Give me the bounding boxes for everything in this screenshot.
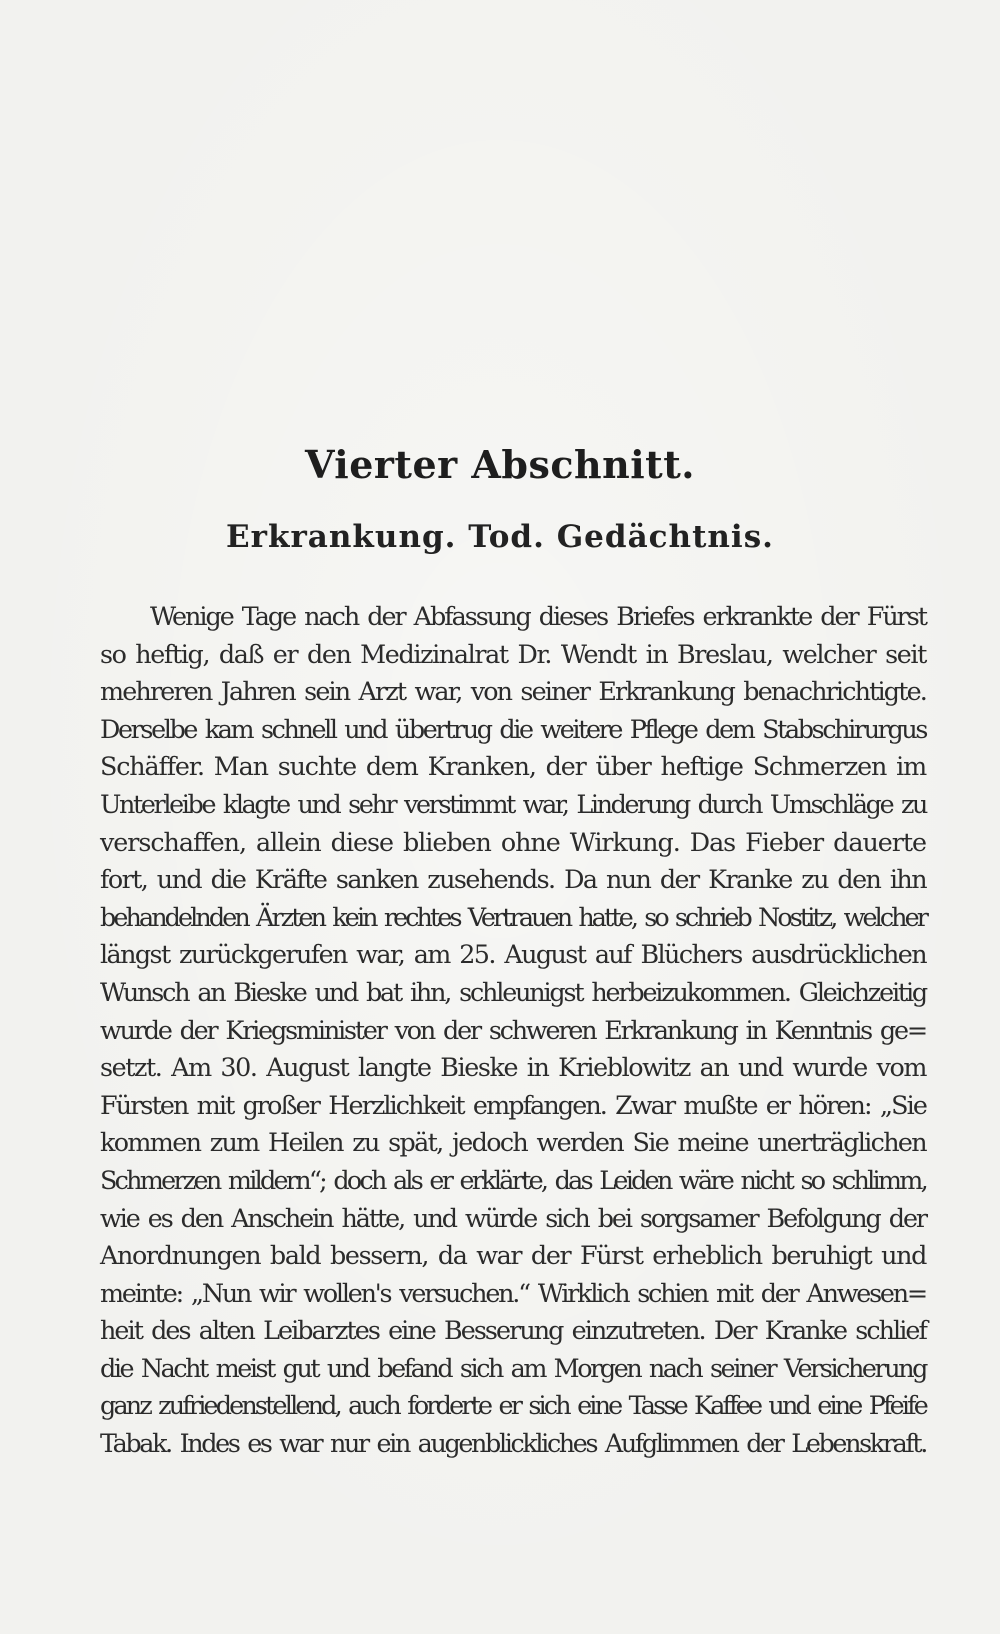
text-line: mehreren Jahren sein Arzt war, von seiner Erkrankung benachrichtigte. (100, 676, 926, 707)
text-line: Anordnungen bald bessern, da war der Fürst erheblich beruhigt und (100, 1240, 926, 1271)
text-line: Unterleibe klagte und sehr verstimmt war, Linderung durch Umschläge zu (100, 788, 926, 819)
text-line: Tabak. Indes es war nur ein augenblickliches Aufglimmen der Lebenskraft. (100, 1428, 926, 1459)
text-line: wurde der Kriegsminister von der schweren Erkrankung in Kenntnis ge= (100, 1014, 926, 1045)
text-line: meinte: „Nun wir wollen's versuchen.“ Wirklich schien mit der Anwesen= (100, 1277, 926, 1308)
text-line: setzt. Am 30. August langte Bieske in Krieblowitz an und wurde vom (100, 1052, 926, 1083)
text-line: ganz zufriedenstellend, auch forderte er sich eine Tasse Kaffee und eine Pfeife (100, 1390, 926, 1421)
chapter-subtitle: Erkrankung. Tod. Gedächtnis. (226, 519, 774, 555)
text-line: behandelnden Ärzten kein rechtes Vertrauen hatte, so schrieb Nostitz, welcher (100, 901, 926, 932)
text-line: so heftig, daß er den Medizinalrat Dr. Wendt in Breslau, welcher seit (100, 638, 926, 669)
text-line: heit des alten Leibarztes eine Besserung einzutreten. Der Kranke schlief (100, 1315, 926, 1346)
text-line: Derselbe kam schnell und übertrug die weitere Pflege dem Stabschirurgus (100, 713, 926, 744)
text-line: fort, und die Kräfte sanken zusehends. Da nun der Kranke zu den ihn (100, 864, 926, 895)
text-line: Schäffer. Man suchte dem Kranken, der über heftige Schmerzen im (100, 751, 926, 782)
chapter-title: Vierter Abschnitt. (304, 442, 696, 487)
text-line: verschaffen, allein diese blieben ohne Wirkung. Das Fieber dauerte (100, 826, 926, 857)
text-line: die Nacht meist gut und befand sich am Morgen nach seiner Versicherung (100, 1352, 926, 1383)
text-line: Schmerzen mildern“; doch als er erklärte, das Leiden wäre nicht so schlimm, (100, 1164, 926, 1195)
text-line: kommen zum Heilen zu spät, jedoch werden Sie meine unerträglichen (100, 1127, 926, 1158)
text-line: wie es den Anschein hätte, und würde sich bei sorgsamer Befolgung der (100, 1202, 926, 1233)
text-line: Fürsten mit großer Herzlichkeit empfangen. Zwar mußte er hören: „Sie (100, 1089, 926, 1120)
text-line: Wunsch an Bieske und bat ihn, schleunigst herbeizukommen. Gleichzeitig (100, 976, 926, 1007)
text-line: längst zurückgerufen war, am 25. August auf Blüchers ausdrücklichen (100, 939, 926, 970)
text-line: Wenige Tage nach der Abfassung dieses Briefes erkrankte der Fürst (150, 601, 926, 631)
body-paragraph (100, 598, 926, 1463)
